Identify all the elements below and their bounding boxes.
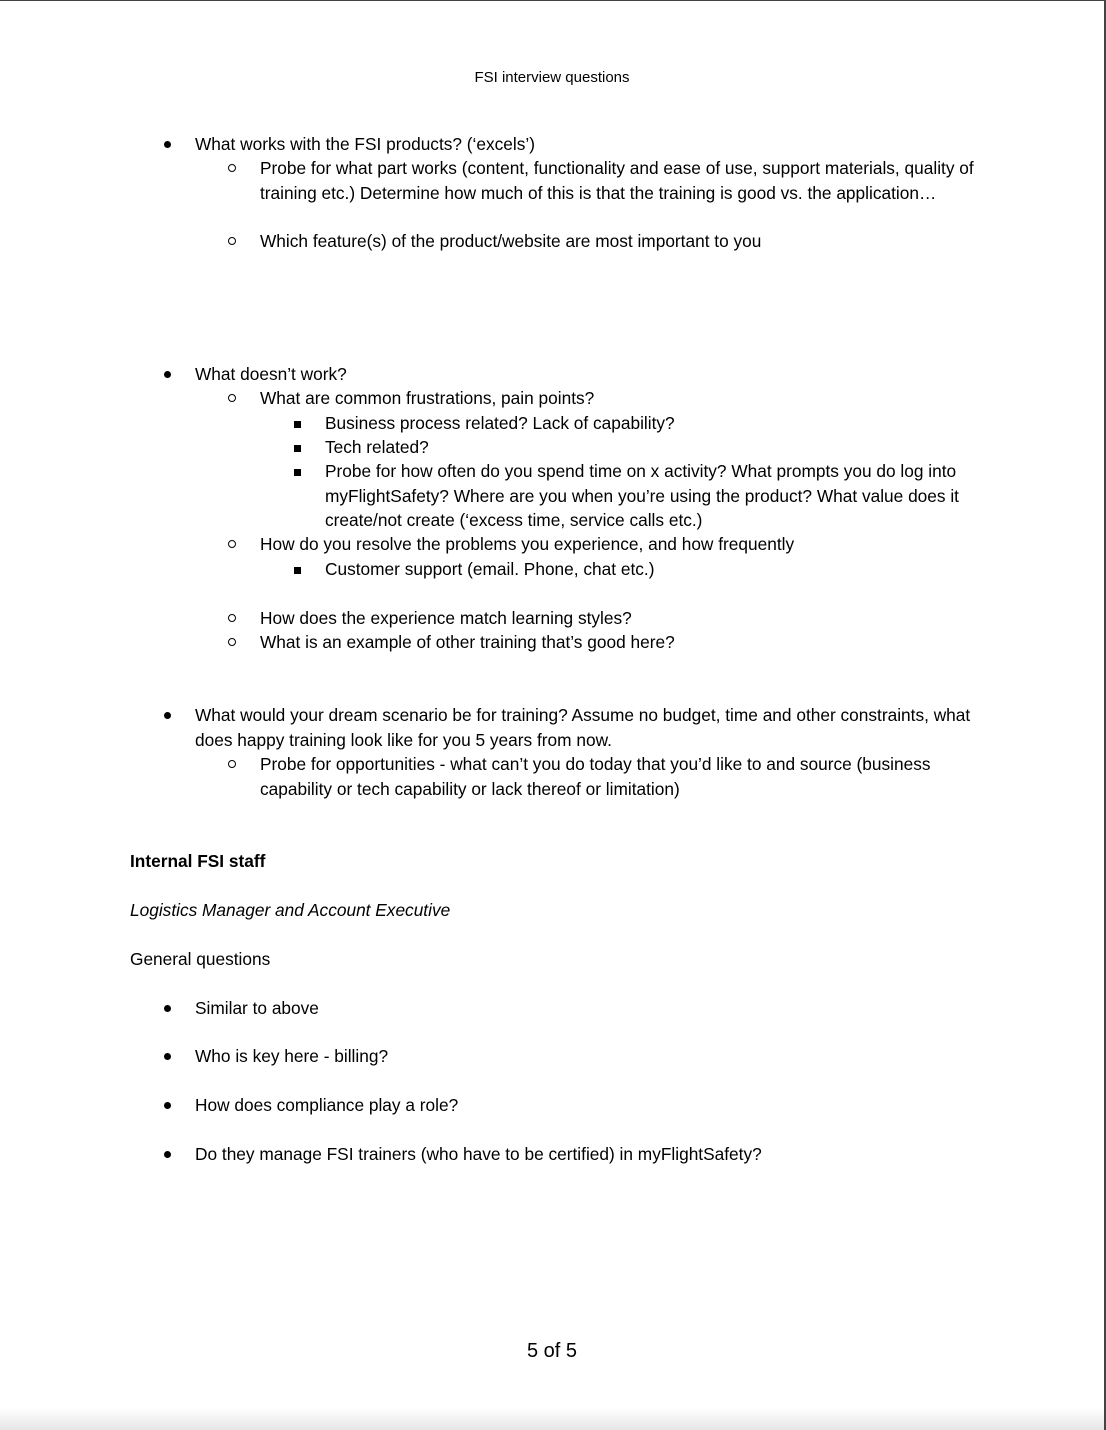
list-item: Which feature(s) of the product/website are most important to you [260, 229, 985, 254]
bullet-square-icon [294, 445, 301, 452]
general-questions-label: General questions [130, 949, 271, 969]
list-item: What works with the FSI products? (‘excels’) [195, 132, 985, 157]
list-item: Customer support (email. Phone, chat etc.) [325, 557, 985, 582]
bullet-square-icon [294, 469, 301, 476]
document-body [0, 1, 1104, 1401]
list-item: How does compliance play a role? [195, 1093, 985, 1118]
list-item: What would your dream scenario be for training? Assume no budget, time and other constraints, what does happy training look like for you 5 years from now. [195, 703, 985, 752]
bullet-square-icon [294, 421, 301, 428]
page-number: 5 of 5 [526, 1340, 578, 1362]
bullet-square-icon [294, 567, 301, 574]
section-heading: Internal FSI staff [130, 851, 266, 871]
bullet-disc-icon [164, 1053, 171, 1060]
bullet-disc-icon [164, 712, 171, 719]
bullet-circle-icon [228, 638, 236, 646]
bullet-disc-icon [164, 1151, 171, 1158]
bullet-circle-icon [228, 540, 236, 548]
bullet-circle-icon [228, 237, 236, 245]
list-item: How do you resolve the problems you experience, and how frequently [260, 532, 985, 557]
bullet-disc-icon [164, 1005, 171, 1012]
bullet-disc-icon [164, 371, 171, 378]
list-item: Business process related? Lack of capability? [325, 411, 985, 436]
section-subheading: Logistics Manager and Account Executive [130, 900, 451, 920]
page-bottom-edge [0, 1408, 1104, 1430]
bullet-disc-icon [164, 141, 171, 148]
list-item: Probe for what part works (content, functionality and ease of use, support materials, quality of training etc.) Determine how much of this is that the training is good vs. the application… [260, 156, 985, 205]
list-item: What is an example of other training that’s good here? [260, 630, 985, 655]
list-item: Do they manage FSI trainers (who have to be certified) in myFlightSafety? [195, 1142, 985, 1167]
list-item: Tech related? [325, 435, 985, 460]
bullet-circle-icon [228, 614, 236, 622]
bullet-circle-icon [228, 164, 236, 172]
list-item: Probe for how often do you spend time on x activity? What prompts you do log into myFlightSafety? Where are you when you’re using the product? What value does it create/not create (‘excess time, service calls etc.) [325, 459, 985, 533]
bullet-circle-icon [228, 760, 236, 768]
list-item: What doesn’t work? [195, 362, 985, 387]
list-item: Similar to above [195, 996, 985, 1021]
list-item: Who is key here - billing? [195, 1044, 985, 1069]
page-header: FSI interview questions [474, 69, 630, 86]
list-item: Probe for opportunities - what can’t you do today that you’d like to and source (business capability or tech capability or lack thereof or limitation) [260, 752, 985, 801]
bullet-disc-icon [164, 1102, 171, 1109]
list-item: How does the experience match learning styles? [260, 606, 985, 631]
list-item: What are common frustrations, pain points? [260, 386, 985, 411]
bullet-circle-icon [228, 394, 236, 402]
